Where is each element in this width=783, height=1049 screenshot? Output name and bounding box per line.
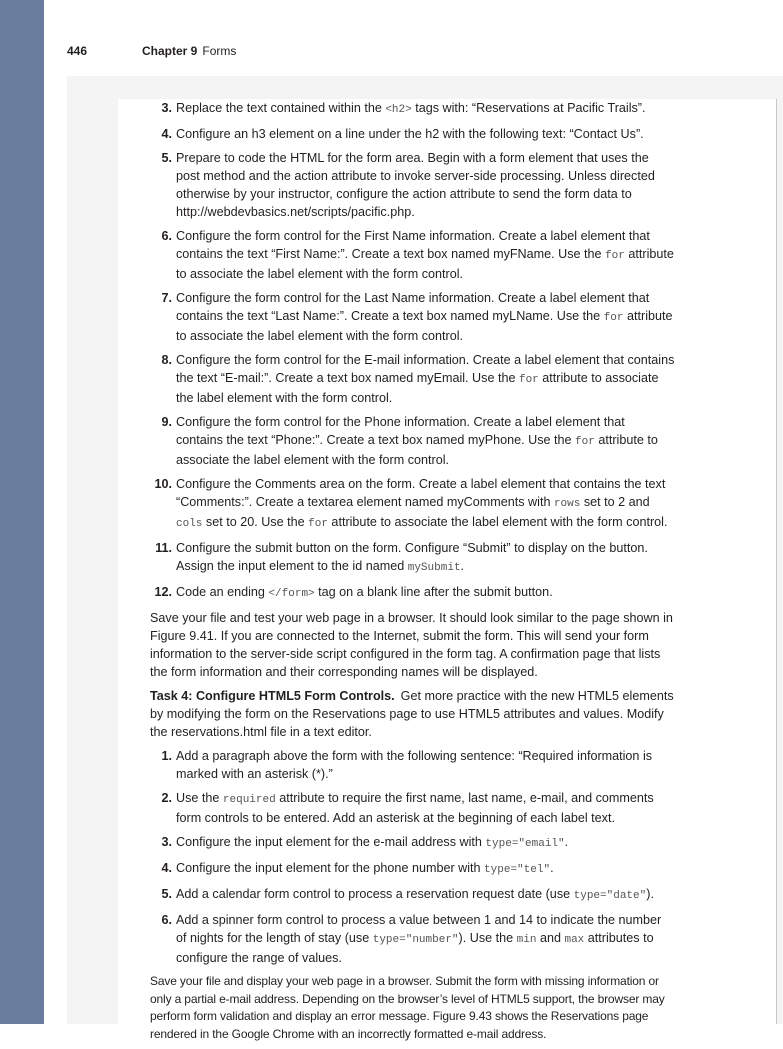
step-item — [150, 789, 675, 827]
step-text: attribute to associate the label element with the form control. — [176, 247, 674, 281]
step-text: and — [536, 931, 565, 945]
step-text: ). — [646, 887, 654, 901]
step-text: . — [564, 835, 569, 849]
step-text: ). Use the — [458, 931, 517, 945]
step-number: 7. — [161, 291, 172, 305]
steps-list-a — [150, 99, 675, 603]
code-term: rows — [553, 498, 581, 510]
step-text: tags with: “Reservations at Pacific Trails”. — [411, 101, 646, 115]
step-item — [150, 289, 675, 345]
step-text: Configure the form control for the Phone information. Create a label element that contains the text “Phone:”. Create a text box named myPhone. Use the — [176, 415, 625, 447]
step-number: 9. — [161, 415, 172, 429]
step-item — [150, 859, 675, 879]
step-text: set to 20. Use the — [202, 515, 309, 529]
step-number: 10. — [154, 477, 172, 491]
step-text: attribute to associate the label element with the form control. — [176, 309, 673, 343]
code-term: for — [308, 518, 328, 530]
step-item — [150, 583, 675, 603]
code-term: max — [564, 934, 585, 946]
code-term: type="date" — [573, 890, 647, 902]
code-term: for — [603, 312, 624, 324]
step-text: attribute to associate the label element with the form control. — [327, 515, 668, 529]
task4-intro: Get more practice with the new HTML5 elements by modifying the form on the Reservations page to use HTML5 attributes and values. Modify the reservations.html file in a text editor. — [150, 689, 674, 739]
step-number: 12. — [154, 585, 172, 599]
step-text: attribute to require the first name, last name, e-mail, and comments form controls to be entered. Add an asterisk at the beginning of each label text. — [176, 791, 654, 825]
step-number: 5. — [161, 151, 172, 165]
task4-paragraph — [150, 687, 675, 741]
step-text: Configure the Comments area on the form. Create a label element that contains the text “Comments:”. Create a textarea element named myComments with — [176, 477, 666, 509]
step-item — [150, 885, 675, 905]
steps-list-b — [150, 747, 675, 967]
step-number: 4. — [161, 127, 172, 141]
step-item — [150, 475, 675, 533]
step-text: Configure the form control for the E-mail information. Create a label element that contains the text “E-mail:”. Create a text box named myEmail. Use the — [176, 353, 675, 385]
step-item — [150, 911, 675, 967]
step-text: . — [460, 559, 465, 573]
step-text: Use the — [176, 791, 223, 805]
step-number: 3. — [161, 835, 172, 849]
step-text: attribute to associate the label element with the form control. — [176, 371, 659, 405]
step-text: Configure the form control for the First Name information. Create a label element that contains the text “First Name:”. Create a text box named myFName. Use the — [176, 229, 650, 261]
step-item — [150, 227, 675, 283]
step-text: Configure the submit button on the form. Configure “Submit” to display on the button. Assign the input element to the id named — [176, 541, 648, 573]
step-text: attribute to associate the label element with the form control. — [176, 433, 658, 467]
code-term: cols — [176, 518, 203, 530]
step-item — [150, 149, 675, 221]
step-text: Configure the form control for the Last Name information. Create a label element that contains the text “Last Name:”. Create a text box named myLName. Use the — [176, 291, 650, 323]
code-term: type="number" — [372, 934, 459, 946]
step-number: 1. — [161, 749, 172, 763]
save-paragraph-2: Save your file and display your web page in a browser. Submit the form with missing information or only a partial e-mail address. Depending on the browser’s level of HTML5 support, the browser may perform form validation and display an error message. Figure 9.43 shows the Reservations page rendered in the Google Chrome with an incorrectly formatted e-mail address. — [150, 974, 665, 1041]
step-number: 6. — [161, 229, 172, 243]
step-text: Configure an h3 element on a line under the h2 with the following text: “Contact Us”. — [176, 127, 644, 141]
step-number: 2. — [161, 791, 172, 805]
task4-title: Task 4: Configure HTML5 Form Controls. — [150, 689, 395, 703]
page-content — [150, 99, 675, 1049]
step-text: . — [550, 861, 554, 875]
code-term: <h2> — [385, 104, 412, 116]
code-term: </form> — [268, 588, 315, 600]
step-item — [150, 747, 675, 783]
chapter-title: Forms — [202, 44, 237, 58]
step-item — [150, 351, 675, 407]
step-text: Prepare to code the HTML for the form area. Begin with a form element that uses the post method and the action attribute to invoke server-side processing. Unless directed otherwise by your instructor, configure the action attribute to send the form data to http://webdevbasics.net/scripts/pacific.php. — [176, 151, 655, 219]
chapter-number: Chapter 9 — [142, 44, 198, 58]
step-text: Add a paragraph above the form with the following sentence: “Required information is marked with an asterisk (*).” — [176, 749, 653, 781]
code-term: mySubmit — [407, 562, 461, 574]
code-term: for — [575, 436, 595, 448]
step-number: 11. — [155, 541, 172, 555]
code-term: type="tel" — [484, 864, 551, 876]
step-number: 6. — [161, 913, 172, 927]
code-term: for — [518, 374, 539, 386]
step-text: attributes to configure the range of values. — [176, 931, 654, 965]
step-item — [150, 413, 675, 469]
chapter-label — [142, 44, 236, 58]
step-number: 3. — [161, 101, 172, 115]
code-term: for — [605, 250, 625, 262]
step-text: Configure the input element for the phone number with — [176, 861, 485, 875]
page-number: 446 — [67, 44, 88, 58]
running-header — [67, 44, 237, 58]
step-item — [150, 833, 675, 853]
save-paragraph-1: Save your file and test your web page in a browser. It should look similar to the page shown in Figure 9.41. If you are connected to the Internet, submit the form. This will send your form information to the server-side script configured in the form tag. A confirmation page that lists the form information and their corresponding names will be displayed. — [150, 611, 673, 679]
step-text: tag on a blank line after the submit button. — [314, 585, 553, 599]
step-item — [150, 99, 675, 119]
step-text: Configure the input element for the e-mail address with — [176, 835, 486, 849]
step-text: Add a spinner form control to process a value between 1 and 14 to indicate the number of nights for the length of stay (use — [176, 913, 662, 945]
code-term: required — [222, 794, 276, 806]
step-text: set to 2 and — [580, 495, 650, 509]
step-number: 4. — [161, 861, 172, 875]
step-number: 8. — [161, 353, 172, 367]
step-item — [150, 125, 675, 143]
step-text: Code an ending — [176, 585, 269, 599]
step-number: 5. — [161, 887, 172, 901]
step-text: Replace the text contained within the — [176, 101, 386, 115]
code-term: type="email" — [485, 838, 565, 850]
left-color-bar — [0, 0, 44, 1024]
step-item — [150, 539, 675, 577]
code-term: min — [516, 934, 537, 946]
step-text: Add a calendar form control to process a reservation request date (use — [176, 887, 574, 901]
